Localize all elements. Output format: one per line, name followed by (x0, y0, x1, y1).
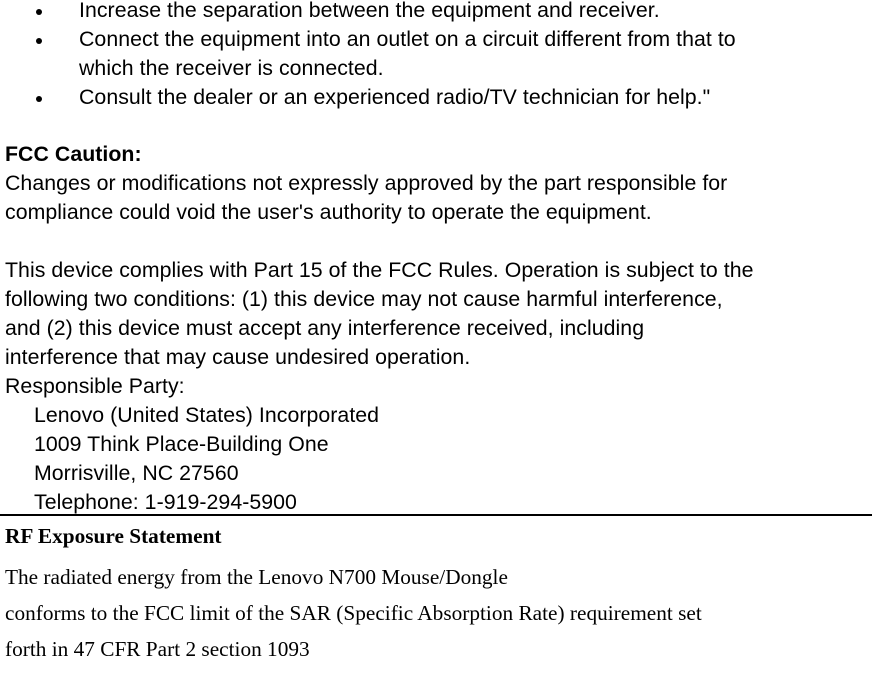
responsible-party-line: 1009 Think Place-Building One (34, 432, 329, 456)
list-item (0, 83, 872, 112)
interference-measures-list (0, 0, 872, 112)
responsible-party-label: Responsible Party: (5, 374, 185, 398)
fcc-caution-line: Changes or modifications not expressly approved by the part responsible for (5, 171, 728, 195)
list-item-text: Increase the separation between the equipment and receiver. (79, 0, 660, 22)
responsible-party-line: Morrisville, NC 27560 (34, 461, 239, 485)
rf-exposure-line: conforms to the FCC limit of the SAR (Specific Absorption Rate) requirement set (5, 601, 702, 625)
compliance-line: interference that may cause undesired operation. (5, 345, 471, 369)
compliance-line: and (2) this device must accept any interference received, including (5, 316, 645, 340)
fcc-caution-section (5, 140, 872, 227)
list-item-text-continuation: which the receiver is connected. (79, 56, 384, 80)
rf-exposure-body (5, 559, 702, 667)
fcc-caution-heading: FCC Caution: (5, 142, 142, 166)
fcc-caution-line: compliance could void the user's authority to operate the equipment. (5, 200, 652, 224)
rf-exposure-title: RF Exposure Statement (5, 524, 222, 548)
compliance-line: This device complies with Part 15 of the FCC Rules. Operation is subject to the (5, 258, 754, 282)
list-item-text: Connect the equipment into an outlet on a circuit different from that to (79, 27, 736, 51)
list-item (0, 25, 872, 83)
bullet-icon (36, 96, 42, 102)
rf-exposure-line: forth in 47 CFR Part 2 section 1093 (5, 637, 310, 661)
list-item-text: Consult the dealer or an experienced radio/TV technician for help." (79, 85, 711, 109)
responsible-party-line: Telephone: 1-919-294-5900 (34, 490, 297, 514)
compliance-line: following two conditions: (1) this device may not cause harmful interference, (5, 287, 723, 311)
section-divider (0, 514, 872, 516)
responsible-party-line: Lenovo (United States) Incorporated (34, 403, 380, 427)
compliance-section (5, 256, 872, 517)
rf-exposure-line: The radiated energy from the Lenovo N700 Mouse/Dongle (5, 565, 508, 589)
bullet-icon (36, 9, 42, 15)
bullet-icon (36, 38, 42, 44)
list-item (0, 0, 872, 25)
